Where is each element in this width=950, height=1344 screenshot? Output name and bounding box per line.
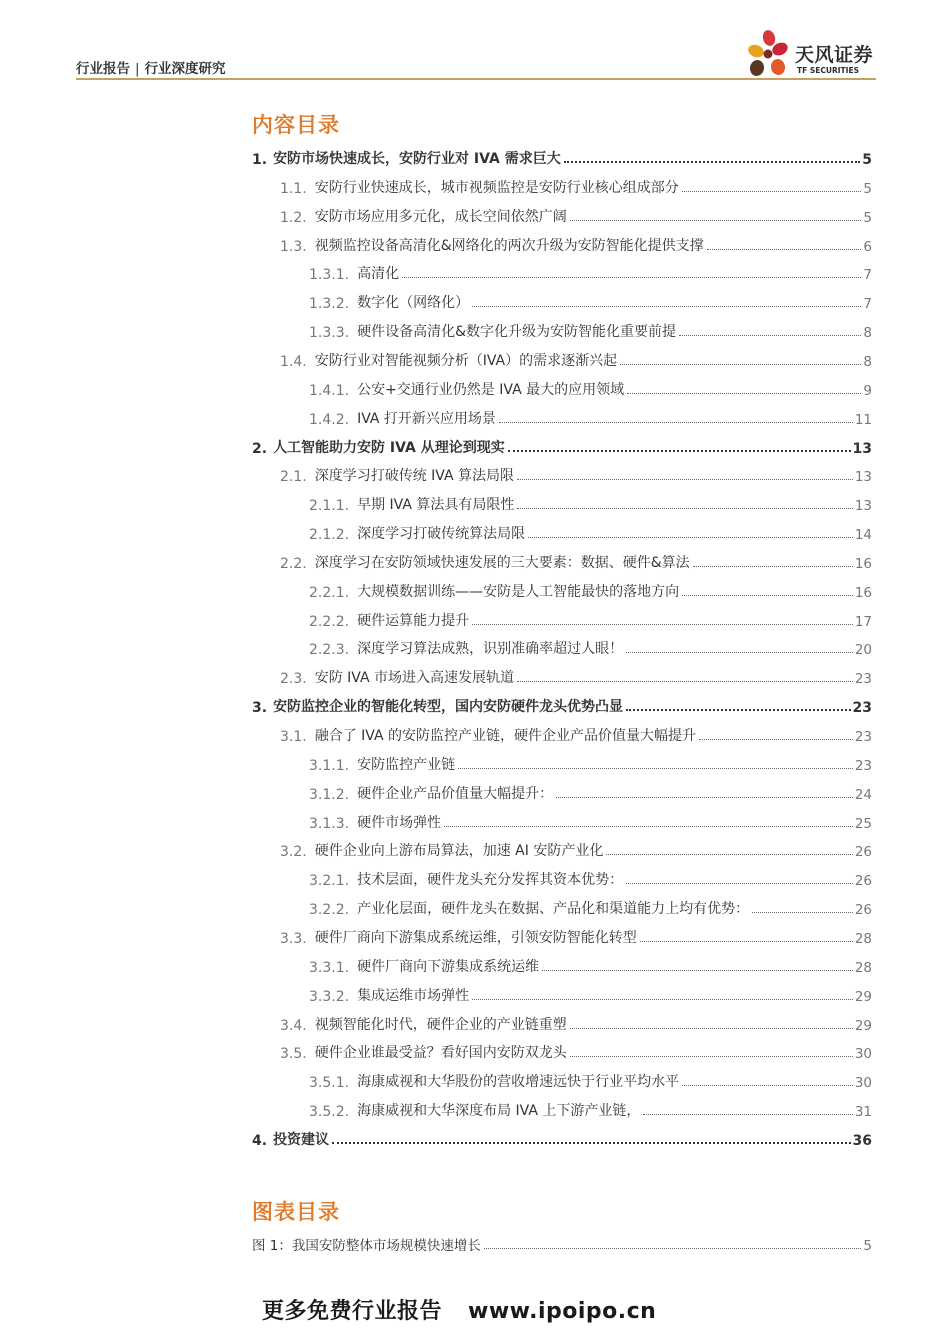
footer-promo xyxy=(262,1294,656,1325)
toc-dot-leader xyxy=(699,739,853,740)
toc-entry[interactable] xyxy=(280,175,872,197)
toc-dot-leader xyxy=(682,1085,853,1086)
toc-entry[interactable] xyxy=(280,233,872,255)
toc-entry[interactable] xyxy=(252,694,872,716)
figure-dot-leader xyxy=(484,1248,862,1249)
toc-entry-page: 36 xyxy=(852,1132,872,1149)
toc-entry-title: 安防市场应用多元化，成长空间依然广阔 xyxy=(314,208,567,225)
toc-entry-number: 1.4.2. xyxy=(309,411,350,428)
toc-entry-title: 海康威视和大华股份的营收增速远快于行业平均水平 xyxy=(357,1074,680,1091)
toc-entry[interactable] xyxy=(309,261,872,283)
toc-entry[interactable] xyxy=(309,377,872,399)
toc-entry-title: 海康威视和大华深度布局 IVA 上下游产业链， xyxy=(357,1103,641,1120)
toc-entry-title: 投资建议 xyxy=(273,1131,330,1148)
toc-entry-title: 安防行业快速成长，城市视频监控是安防行业核心组成部分 xyxy=(314,179,679,196)
toc-entry-page: 17 xyxy=(854,613,872,630)
category-label: 行业报告 xyxy=(76,61,130,77)
toc-entry-page: 13 xyxy=(852,440,872,457)
toc-entry-number: 3. xyxy=(252,700,268,717)
toc-dot-leader xyxy=(517,681,853,682)
toc-entry-title: 视频智能化时代，硬件企业的产业链重塑 xyxy=(314,1016,567,1033)
report-category xyxy=(76,57,226,77)
toc-entry-number: 1.3.2. xyxy=(309,296,350,313)
toc-entry[interactable] xyxy=(309,867,872,889)
toc-dot-leader xyxy=(472,624,853,625)
toc-entry-title: 硬件市场弹性 xyxy=(357,814,442,831)
toc-entry[interactable] xyxy=(280,463,872,485)
toc-entry-title: 产业化层面，硬件龙头在数据、产品化和渠道能力上均有优势： xyxy=(357,901,750,918)
toc-entry-page: 14 xyxy=(854,527,872,544)
toc-entry-title: 大规模数据训练——安防是人工智能最快的落地方向 xyxy=(357,583,680,600)
toc-entry[interactable] xyxy=(309,896,872,918)
toc-entry-title: 硬件企业谁最受益？看好国内安防双龙头 xyxy=(314,1045,567,1062)
toc-entry[interactable] xyxy=(280,204,872,226)
toc-entry-title: 深度学习打破传统 IVA 算法局限 xyxy=(314,468,515,485)
toc-entry-title: 公安+交通行业仍然是 IVA 最大的应用领域 xyxy=(357,381,625,398)
toc-entry-page: 8 xyxy=(863,325,872,342)
category-separator: | xyxy=(135,61,140,77)
toc-entry-page: 26 xyxy=(854,902,872,919)
toc-entry-page: 16 xyxy=(854,584,872,601)
figure-entry-page: 5 xyxy=(863,1238,872,1254)
toc-dot-leader xyxy=(682,191,862,192)
toc-entry-page: 20 xyxy=(854,642,872,659)
toc-entry-title: 深度学习打破传统算法局限 xyxy=(357,526,526,543)
toc-dot-leader xyxy=(640,941,853,942)
toc-entry-number: 1.2. xyxy=(280,209,307,226)
toc-entry-number: 3.3.1. xyxy=(309,959,350,976)
toc-entry-title: 安防市场快速成长，安防行业对 IVA 需求巨大 xyxy=(273,151,561,167)
toc-entry-title: IVA 打开新兴应用场景 xyxy=(357,410,496,427)
toc-entry[interactable] xyxy=(280,1040,872,1062)
toc-entry-number: 3.1.3. xyxy=(309,815,350,832)
toc-entry-title: 硬件企业向上游布局算法，加速 AI 安防产业化 xyxy=(314,843,604,860)
footer-promo-text: 更多免费行业报告 xyxy=(262,1299,443,1324)
toc-entry-page: 26 xyxy=(854,844,872,861)
toc-entry-page: 30 xyxy=(854,1046,872,1063)
toc-dot-leader xyxy=(472,306,861,307)
toc-entry-page: 13 xyxy=(854,498,872,515)
toc-entry[interactable] xyxy=(280,348,872,370)
toc-dot-leader xyxy=(693,566,853,567)
toc-entry-page: 5 xyxy=(862,152,872,168)
toc-entry-title: 硬件设备高清化&数字化升级为安防智能化重要前提 xyxy=(357,324,676,341)
toc-dot-leader xyxy=(643,1114,852,1115)
toc-entry[interactable] xyxy=(309,781,872,803)
toc-entry[interactable] xyxy=(280,723,872,745)
toc-entry-page: 25 xyxy=(854,815,872,832)
toc-entry[interactable] xyxy=(252,1127,872,1149)
toc-entry-number: 2.2.1. xyxy=(309,584,350,601)
toc-entry-page: 5 xyxy=(863,209,872,226)
toc-entry[interactable] xyxy=(309,752,872,774)
toc-entry[interactable] xyxy=(309,290,872,312)
toc-entry[interactable] xyxy=(309,954,872,976)
toc-entry-number: 3.5.2. xyxy=(309,1104,350,1121)
toc-entry-number: 2.2.3. xyxy=(309,642,350,659)
toc-entry-page: 6 xyxy=(863,238,872,255)
toc-entry-number: 3.5. xyxy=(280,1046,307,1063)
toc-title: 内容目录 xyxy=(252,113,340,137)
toc-entry-title: 安防监控产业链 xyxy=(357,756,456,773)
toc-entry-number: 2.1.2. xyxy=(309,527,350,544)
toc-entry[interactable] xyxy=(309,1098,872,1120)
toc-entry-number: 3.5.1. xyxy=(309,1075,350,1092)
brand-logo xyxy=(745,30,880,80)
toc-dot-leader xyxy=(508,450,851,452)
toc-entry-title: 融合了 IVA 的安防监控产业链，硬件企业产品价值量大幅提升 xyxy=(314,728,697,744)
toc-dot-leader xyxy=(626,709,850,711)
toc-entry-number: 1.3.1. xyxy=(309,267,350,284)
toc-entry-page: 5 xyxy=(863,180,872,197)
toc-entry[interactable] xyxy=(309,810,872,832)
toc-dot-leader xyxy=(570,1056,853,1057)
toc-entry-title: 硬件运算能力提升 xyxy=(357,612,470,629)
toc-entry-page: 8 xyxy=(863,353,872,370)
toc-entry-title: 安防行业对智能视频分析（IVA）的需求逐渐兴起 xyxy=(314,352,618,369)
toc-entry[interactable] xyxy=(309,983,872,1005)
toc-entry-number: 1.3.3. xyxy=(309,325,350,342)
toc-entry[interactable] xyxy=(309,608,872,630)
toc-dot-leader xyxy=(682,595,853,596)
toc-dot-leader xyxy=(556,797,853,798)
toc-dot-leader xyxy=(627,393,861,394)
toc-entry-number: 1.1. xyxy=(280,180,307,197)
toc-entry-number: 4. xyxy=(252,1132,268,1149)
brand-name-cn: 天风证券 xyxy=(795,44,874,66)
figure-entry[interactable] xyxy=(252,1232,872,1254)
toc-entry-title: 深度学习在安防领域快速发展的三大要素：数据、硬件&算法 xyxy=(314,554,690,571)
toc-entry-title: 深度学习算法成熟，识别准确率超过人眼！ xyxy=(357,641,624,658)
toc-entry[interactable] xyxy=(280,665,872,687)
toc-entry[interactable] xyxy=(309,521,872,543)
toc-entry-title: 数字化（网络化） xyxy=(357,295,470,312)
toc-dot-leader xyxy=(517,508,852,509)
toc-entry-title: 高清化 xyxy=(357,266,400,283)
toc-entry-number: 3.2. xyxy=(280,844,307,861)
toc-entry-page: 29 xyxy=(854,1017,872,1034)
toc-entry-title: 硬件企业产品价值量大幅提升： xyxy=(357,785,554,802)
toc-dot-leader xyxy=(626,883,853,884)
toc-entry[interactable] xyxy=(309,319,872,341)
toc-dot-leader xyxy=(499,422,853,423)
toc-entry-title: 硬件厂商向下游集成系统运维 xyxy=(357,958,540,975)
toc-dot-leader xyxy=(679,335,861,336)
toc-entry-title: 视频监控设备高清化&网络化的两次升级为安防智能化提供支撑 xyxy=(314,237,704,254)
figures-title: 图表目录 xyxy=(252,1200,340,1224)
toc-entry-page: 29 xyxy=(854,988,872,1005)
toc-dot-leader xyxy=(472,999,853,1000)
toc-entry-number: 2.2.2. xyxy=(309,613,350,630)
toc-entry-number: 2.2. xyxy=(280,555,307,572)
toc-dot-leader xyxy=(528,537,853,538)
toc-dot-leader xyxy=(606,854,852,855)
toc-entry[interactable] xyxy=(309,636,872,658)
toc-entry-number: 1. xyxy=(252,152,268,168)
toc-entry-page: 28 xyxy=(854,959,872,976)
toc-entry[interactable] xyxy=(252,146,872,168)
toc-entry-title: 早期 IVA 算法具有局限性 xyxy=(357,497,515,514)
toc-entry-title: 人工智能助力安防 IVA 从理论到现实 xyxy=(273,439,505,456)
toc-entry-title: 集成运维市场弹性 xyxy=(357,987,470,1004)
toc-entry-page: 7 xyxy=(863,267,872,284)
toc-entry[interactable] xyxy=(280,925,872,947)
toc-entry[interactable] xyxy=(309,406,872,428)
toc-dot-leader xyxy=(458,768,853,769)
toc-entry-number: 3.1.1. xyxy=(309,757,350,774)
brand-name-en: TF SECURITIES xyxy=(797,66,859,75)
toc-entry-page: 23 xyxy=(854,671,872,688)
toc-entry-title: 技术层面，硬件龙头充分发挥其资本优势： xyxy=(357,872,624,889)
toc-entry-page: 26 xyxy=(854,873,872,890)
toc-entry-number: 2.1.1. xyxy=(309,498,350,515)
toc-entry-title: 安防监控企业的智能化转型，国内安防硬件龙头优势凸显 xyxy=(273,699,624,716)
toc-entry[interactable] xyxy=(309,492,872,514)
toc-entry-number: 3.1.2. xyxy=(309,786,350,803)
footer-url-link[interactable]: www.ipoipo.cn xyxy=(468,1299,657,1324)
toc-entry-number: 1.4.1. xyxy=(309,382,350,399)
toc-entry-page: 13 xyxy=(854,469,872,486)
toc-entry-number: 3.1. xyxy=(280,729,307,745)
toc-entry-number: 3.3. xyxy=(280,930,307,947)
toc-entry-page: 23 xyxy=(852,700,872,717)
toc-entry-title: 安防 IVA 市场进入高速发展轨道 xyxy=(314,670,515,687)
toc-entry-number: 2.1. xyxy=(280,469,307,486)
toc-entry-number: 3.2.1. xyxy=(309,873,350,890)
toc-dot-leader xyxy=(752,912,853,913)
flower-logo-icon xyxy=(745,30,791,80)
toc-dot-leader xyxy=(626,652,853,653)
subcategory-label: 行业深度研究 xyxy=(144,61,226,77)
toc-entry[interactable] xyxy=(280,550,872,572)
toc-dot-leader xyxy=(570,220,862,221)
toc-entry-page: 24 xyxy=(854,786,872,803)
toc-entry-page: 23 xyxy=(854,729,872,745)
toc-entry[interactable] xyxy=(309,579,872,601)
toc-entry[interactable] xyxy=(252,435,872,457)
toc-entry-page: 11 xyxy=(854,411,872,428)
toc-entry-number: 2.3. xyxy=(280,671,307,688)
toc-entry-number: 2. xyxy=(252,440,268,457)
toc-entry-number: 3.3.2. xyxy=(309,988,350,1005)
toc-dot-leader xyxy=(517,479,853,480)
toc-entry-number: 3.4. xyxy=(280,1017,307,1034)
toc-dot-leader xyxy=(444,826,853,827)
toc-entry-page: 23 xyxy=(854,757,872,774)
toc-entry-page: 28 xyxy=(854,930,872,947)
toc-entry-page: 16 xyxy=(854,555,872,572)
toc-entry[interactable] xyxy=(280,1012,872,1034)
toc-dot-leader xyxy=(707,249,862,250)
toc-dot-leader xyxy=(402,277,861,278)
toc-entry-title: 硬件厂商向下游集成系统运维，引领安防智能化转型 xyxy=(314,929,637,946)
toc-entry-number: 1.3. xyxy=(280,238,307,255)
toc-dot-leader xyxy=(564,161,861,163)
toc-entry-number: 3.2.2. xyxy=(309,902,350,919)
toc-entry[interactable] xyxy=(309,1069,872,1091)
toc-dot-leader xyxy=(332,1142,850,1144)
toc-entry-page: 31 xyxy=(854,1104,872,1121)
toc-entry[interactable] xyxy=(280,838,872,860)
toc-dot-leader xyxy=(542,970,853,971)
toc-dot-leader xyxy=(620,364,861,365)
toc-entry-number: 1.4. xyxy=(280,353,307,370)
toc-entry-page: 9 xyxy=(863,382,872,399)
toc-dot-leader xyxy=(570,1028,853,1029)
figure-entry-title: 图 1：我国安防整体市场规模快速增长 xyxy=(252,1238,481,1254)
toc-entry-page: 30 xyxy=(854,1075,872,1092)
toc-entry-page: 7 xyxy=(863,296,872,313)
